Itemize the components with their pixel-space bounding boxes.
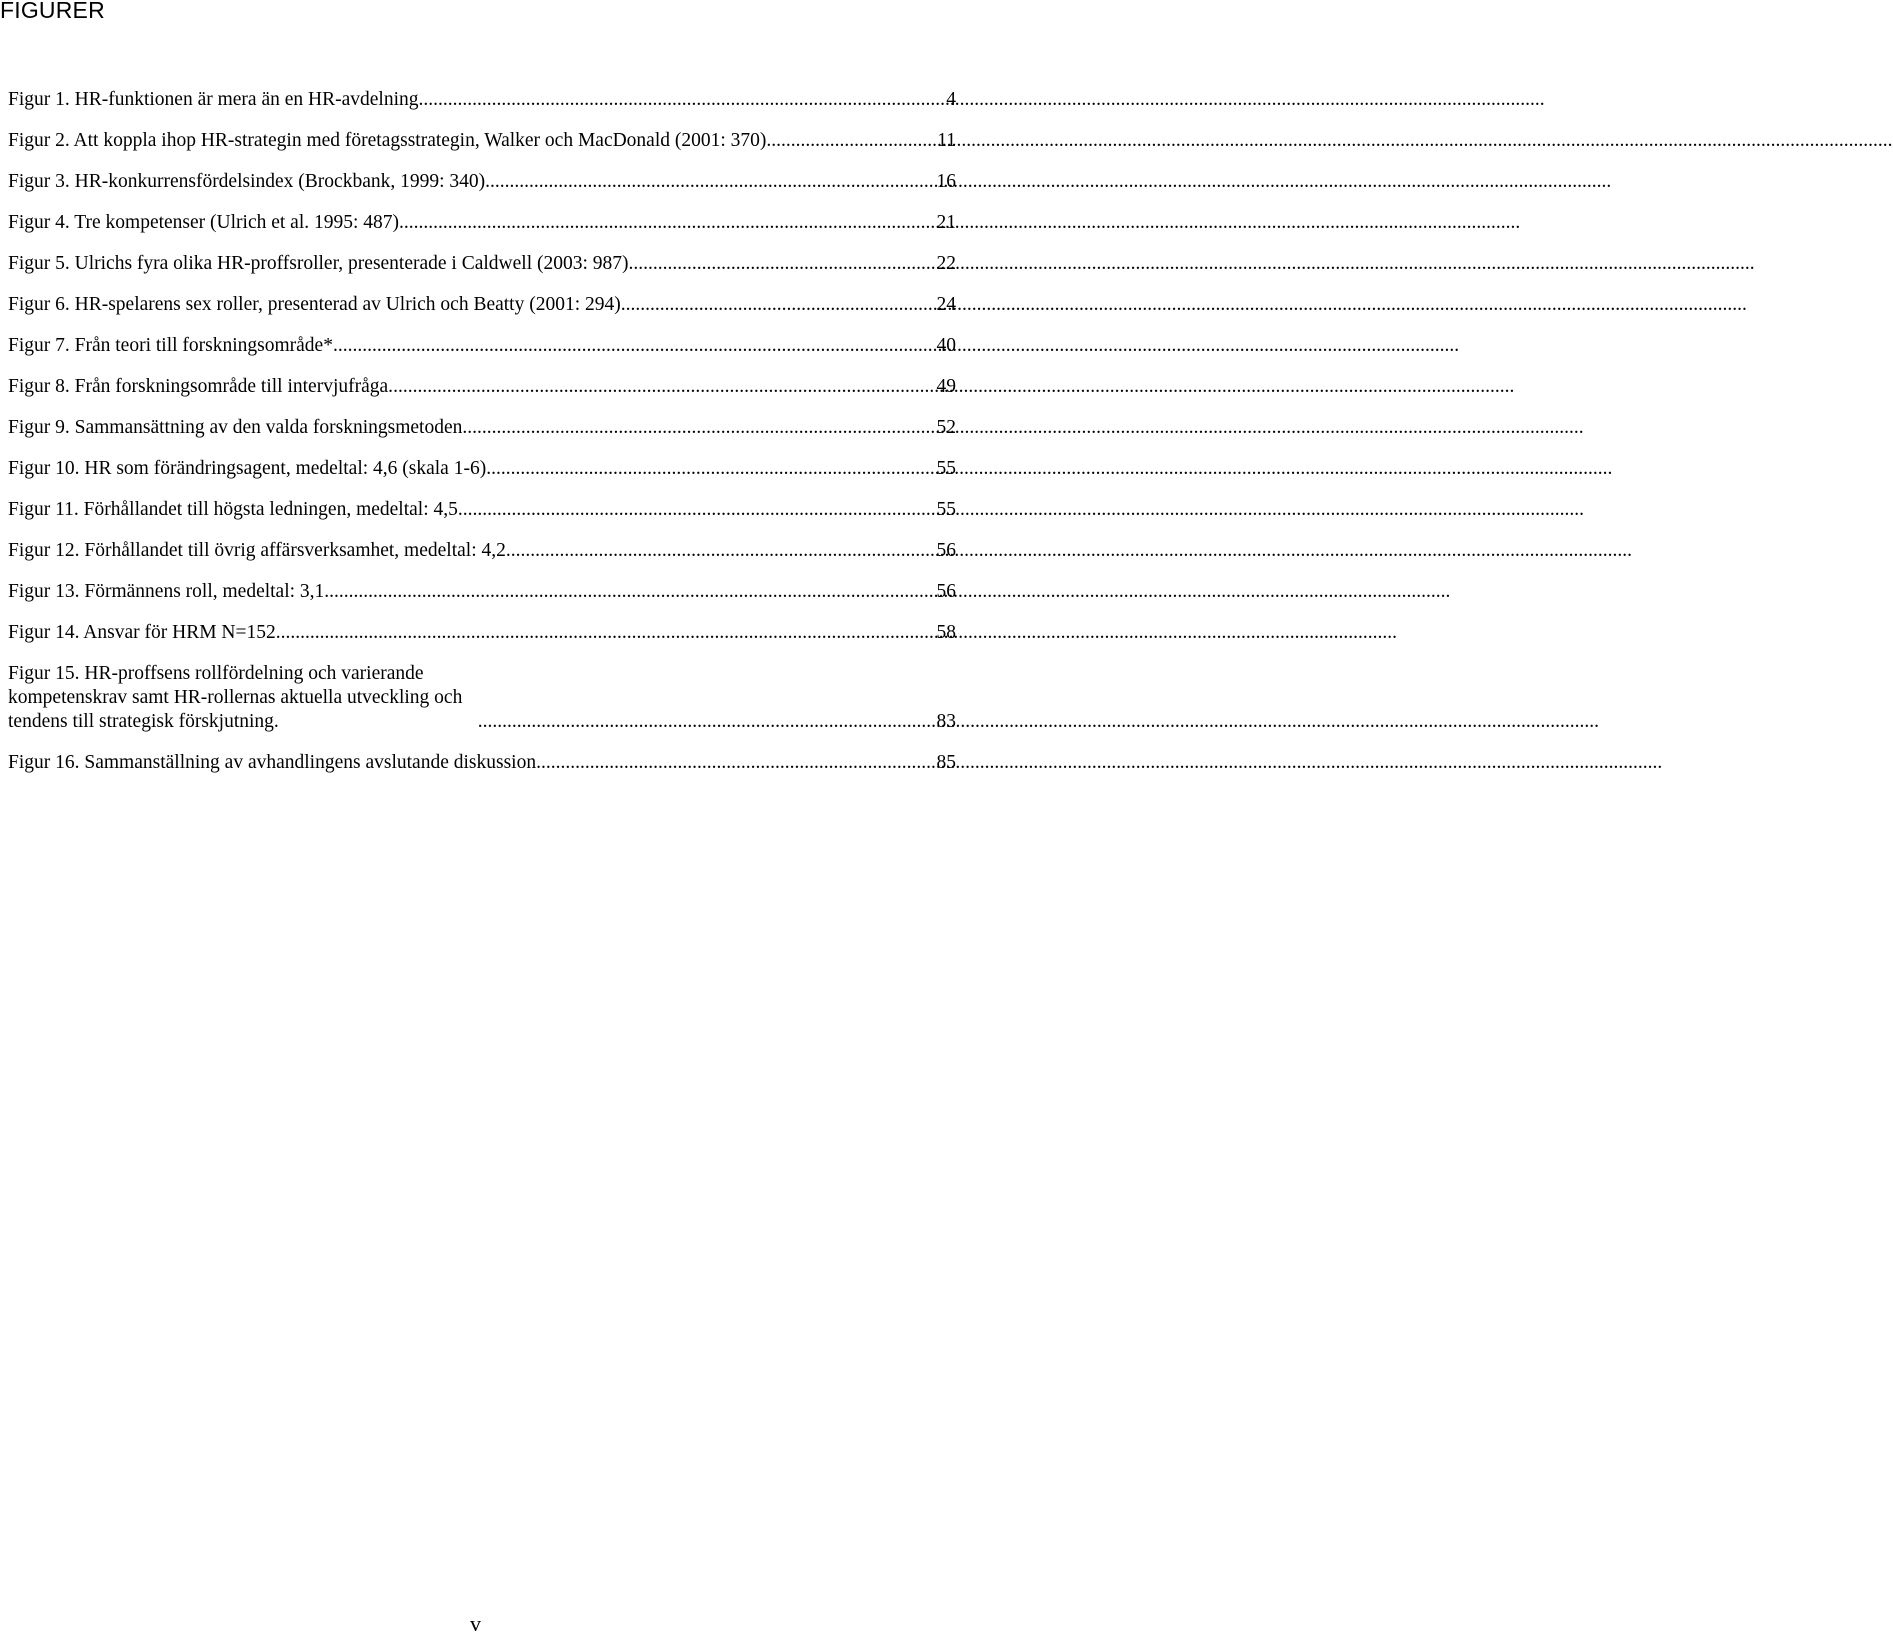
entry-label: Figur 9. Sammansättning av den valda forskningsmetoden xyxy=(8,417,463,438)
figure-entry-7[interactable] xyxy=(8,334,956,358)
dot-leader xyxy=(541,751,936,775)
entry-label: Figur 4. Tre kompetenser (Ulrich et al. 1995: 487) xyxy=(8,212,400,233)
figure-entry-3[interactable] xyxy=(8,170,956,194)
entry-page: 40 xyxy=(936,335,956,356)
page-number: v xyxy=(470,1611,481,1636)
entry-page: 22 xyxy=(936,253,956,274)
dot-leader xyxy=(338,334,936,358)
entry-page: 16 xyxy=(936,171,956,192)
dot-leader xyxy=(771,129,936,153)
entry-label: Figur 1. HR-funktionen är mera än en HR-avdelning. xyxy=(8,89,424,110)
entry-label: Figur 11. Förhållandet till högsta ledningen, medeltal: 4,5. xyxy=(8,499,463,520)
figure-entry-16[interactable] xyxy=(8,751,956,775)
dot-leader xyxy=(490,170,935,194)
dot-leader xyxy=(633,252,935,276)
entry-label: Figur 8. Från forskningsområde till intervjufråga. xyxy=(8,376,394,397)
dot-leader xyxy=(478,710,936,734)
entry-page: 4 xyxy=(946,89,956,110)
entry-page: 58 xyxy=(936,622,956,643)
dot-leader xyxy=(329,580,935,604)
figure-entry-10[interactable] xyxy=(8,457,956,481)
entry-label: Figur 6. HR-spelarens sex roller, presenterad av Ulrich och Beatty (2001: 294). xyxy=(8,294,626,315)
entry-page: 55 xyxy=(936,499,956,520)
entry-label: Figur 15. HR-proffsens rollfördelning och varierande kompetenskrav samt HR-rollernas aktuella utveckling och tendens till strategisk förskjutning. xyxy=(8,663,463,732)
figure-entry-5[interactable] xyxy=(8,252,956,276)
dot-leader xyxy=(276,621,936,645)
dot-leader xyxy=(463,498,936,522)
entry-label: Figur 10. HR som förändringsagent, medeltal: 4,6 (skala 1-6). xyxy=(8,458,492,479)
figure-entry-13[interactable] xyxy=(8,580,956,604)
entry-page: 11 xyxy=(937,130,956,151)
figure-entry-9[interactable] xyxy=(8,416,956,440)
entry-label: Figur 2. Att koppla ihop HR-strategin med företagsstrategin, Walker och MacDonald (2001: 370). xyxy=(8,130,772,151)
entry-page: 56 xyxy=(936,581,956,602)
entry-label: Figur 13. Förmännens roll, medeltal: 3,1. xyxy=(8,581,330,602)
entry-label: Figur 12. Förhållandet till övrig affärsverksamhet, medeltal: 4,2. xyxy=(8,540,511,561)
figure-entry-14[interactable] xyxy=(8,621,956,645)
entry-label: Figur 7. Från teori till forskningsområde*. xyxy=(8,335,338,356)
entry-page: 83 xyxy=(936,711,956,732)
figure-entry-11[interactable] xyxy=(8,498,956,522)
entry-page: 56 xyxy=(936,540,956,561)
figure-entry-2[interactable] xyxy=(8,129,956,153)
entry-label: Figur 5. Ulrichs fyra olika HR-proffsroller, presenterade i Caldwell (2003: 987). xyxy=(8,253,634,274)
dot-leader xyxy=(462,416,935,440)
dot-leader xyxy=(491,457,935,481)
figure-entry-15[interactable] xyxy=(8,662,956,734)
dot-leader xyxy=(423,88,945,112)
entry-label: Figur 3. HR-konkurrensfördelsindex (Brockbank, 1999: 340). xyxy=(8,171,491,192)
entry-label: Figur 14. Ansvar för HRM N=152 xyxy=(8,622,276,643)
section-heading: FIGURER xyxy=(0,0,105,23)
dot-leader xyxy=(626,293,936,317)
dot-leader xyxy=(393,375,935,399)
dot-leader xyxy=(511,539,936,563)
figure-entry-6[interactable] xyxy=(8,293,956,317)
entry-page: 49 xyxy=(936,376,956,397)
entry-page: 55 xyxy=(936,458,956,479)
figure-list xyxy=(8,88,960,792)
figure-entry-4[interactable] xyxy=(8,211,956,235)
dot-leader xyxy=(399,211,935,235)
figure-entry-8[interactable] xyxy=(8,375,956,399)
entry-page: 52 xyxy=(936,417,956,438)
entry-page: 21 xyxy=(936,212,956,233)
entry-page: 24 xyxy=(936,294,956,315)
entry-page: 85 xyxy=(936,752,956,773)
entry-label: Figur 16. Sammanställning av avhandlingens avslutande diskussion. xyxy=(8,752,541,773)
figure-entry-12[interactable] xyxy=(8,539,956,563)
figure-entry-1[interactable] xyxy=(8,88,956,112)
